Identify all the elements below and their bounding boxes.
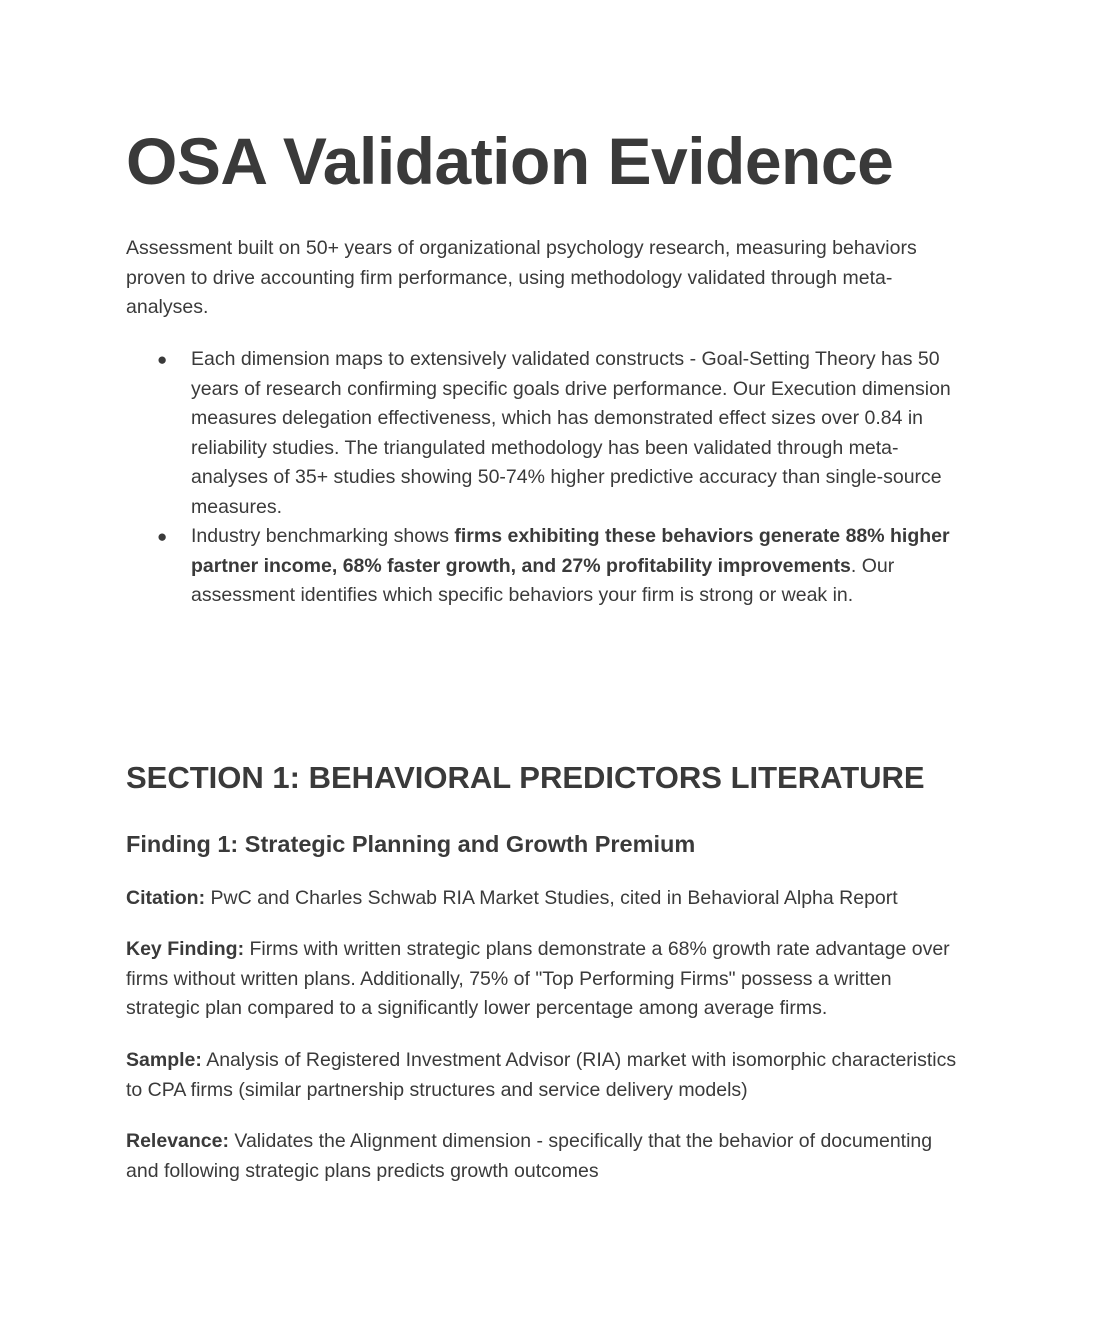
key-finding-label: Key Finding: bbox=[126, 938, 245, 960]
citation-label: Citation: bbox=[126, 887, 206, 909]
sample-text: Analysis of Registered Investment Advisor (RIA) market with isomorphic characteristics to CPA firms (similar partnership structures and service delivery models) bbox=[126, 1049, 957, 1101]
bullet-icon: ● bbox=[157, 527, 168, 546]
sample-paragraph bbox=[126, 1046, 966, 1105]
relevance-paragraph bbox=[126, 1127, 966, 1186]
citation-text: PwC and Charles Schwab RIA Market Studies, cited in Behavioral Alpha Report bbox=[205, 887, 898, 909]
relevance-text: Validates the Alignment dimension - specifically that the behavior of documenting and following strategic plans predicts growth outcomes bbox=[126, 1130, 933, 1182]
finding-heading: Finding 1: Strategic Planning and Growth Premium bbox=[126, 831, 696, 857]
bullet-text: Each dimension maps to extensively validated constructs - Goal-Setting Theory has 50 years of research confirming specific goals drive performance. Our Execution dimension measures delegation effectiveness, which has demonstrated effect sizes over 0.84 in reliability studies. The triangulated methodology has been validated through meta-analyses of 35+ studies showing 50-74% higher predictive accuracy than single-source measures. bbox=[191, 348, 951, 518]
key-finding-paragraph bbox=[126, 935, 966, 1024]
bullet-list bbox=[126, 345, 966, 611]
bullet-text-tail: . Our assessment identifies which specific behaviors your firm is strong or weak in. bbox=[191, 554, 895, 606]
sample-label: Sample: bbox=[126, 1049, 202, 1071]
bullet-icon: ● bbox=[157, 350, 168, 369]
list-item bbox=[126, 522, 966, 611]
section-heading: SECTION 1: BEHAVIORAL PREDICTORS LITERATURE bbox=[126, 760, 925, 795]
bullet-text-lead: Industry benchmarking shows bbox=[191, 525, 455, 547]
intro-paragraph: Assessment built on 50+ years of organizational psychology research, measuring behaviors proven to drive accounting firm performance, using methodology validated through meta-analyses. bbox=[126, 237, 917, 318]
citation-paragraph bbox=[126, 884, 966, 914]
relevance-label: Relevance: bbox=[126, 1130, 229, 1152]
document-title: OSA Validation Evidence bbox=[126, 124, 894, 198]
bullet-text-emphasis: firms exhibiting these behaviors generate 88% higher partner income, 68% faster growth, and 27% profitability improvements bbox=[191, 525, 950, 577]
key-finding-text: Firms with written strategic plans demonstrate a 68% growth rate advantage over firms without written plans. Additionally, 75% of "Top Performing Firms" possess a written strategic plan compared to a significantly lower percentage among average firms. bbox=[126, 938, 950, 1019]
list-item bbox=[126, 345, 966, 522]
